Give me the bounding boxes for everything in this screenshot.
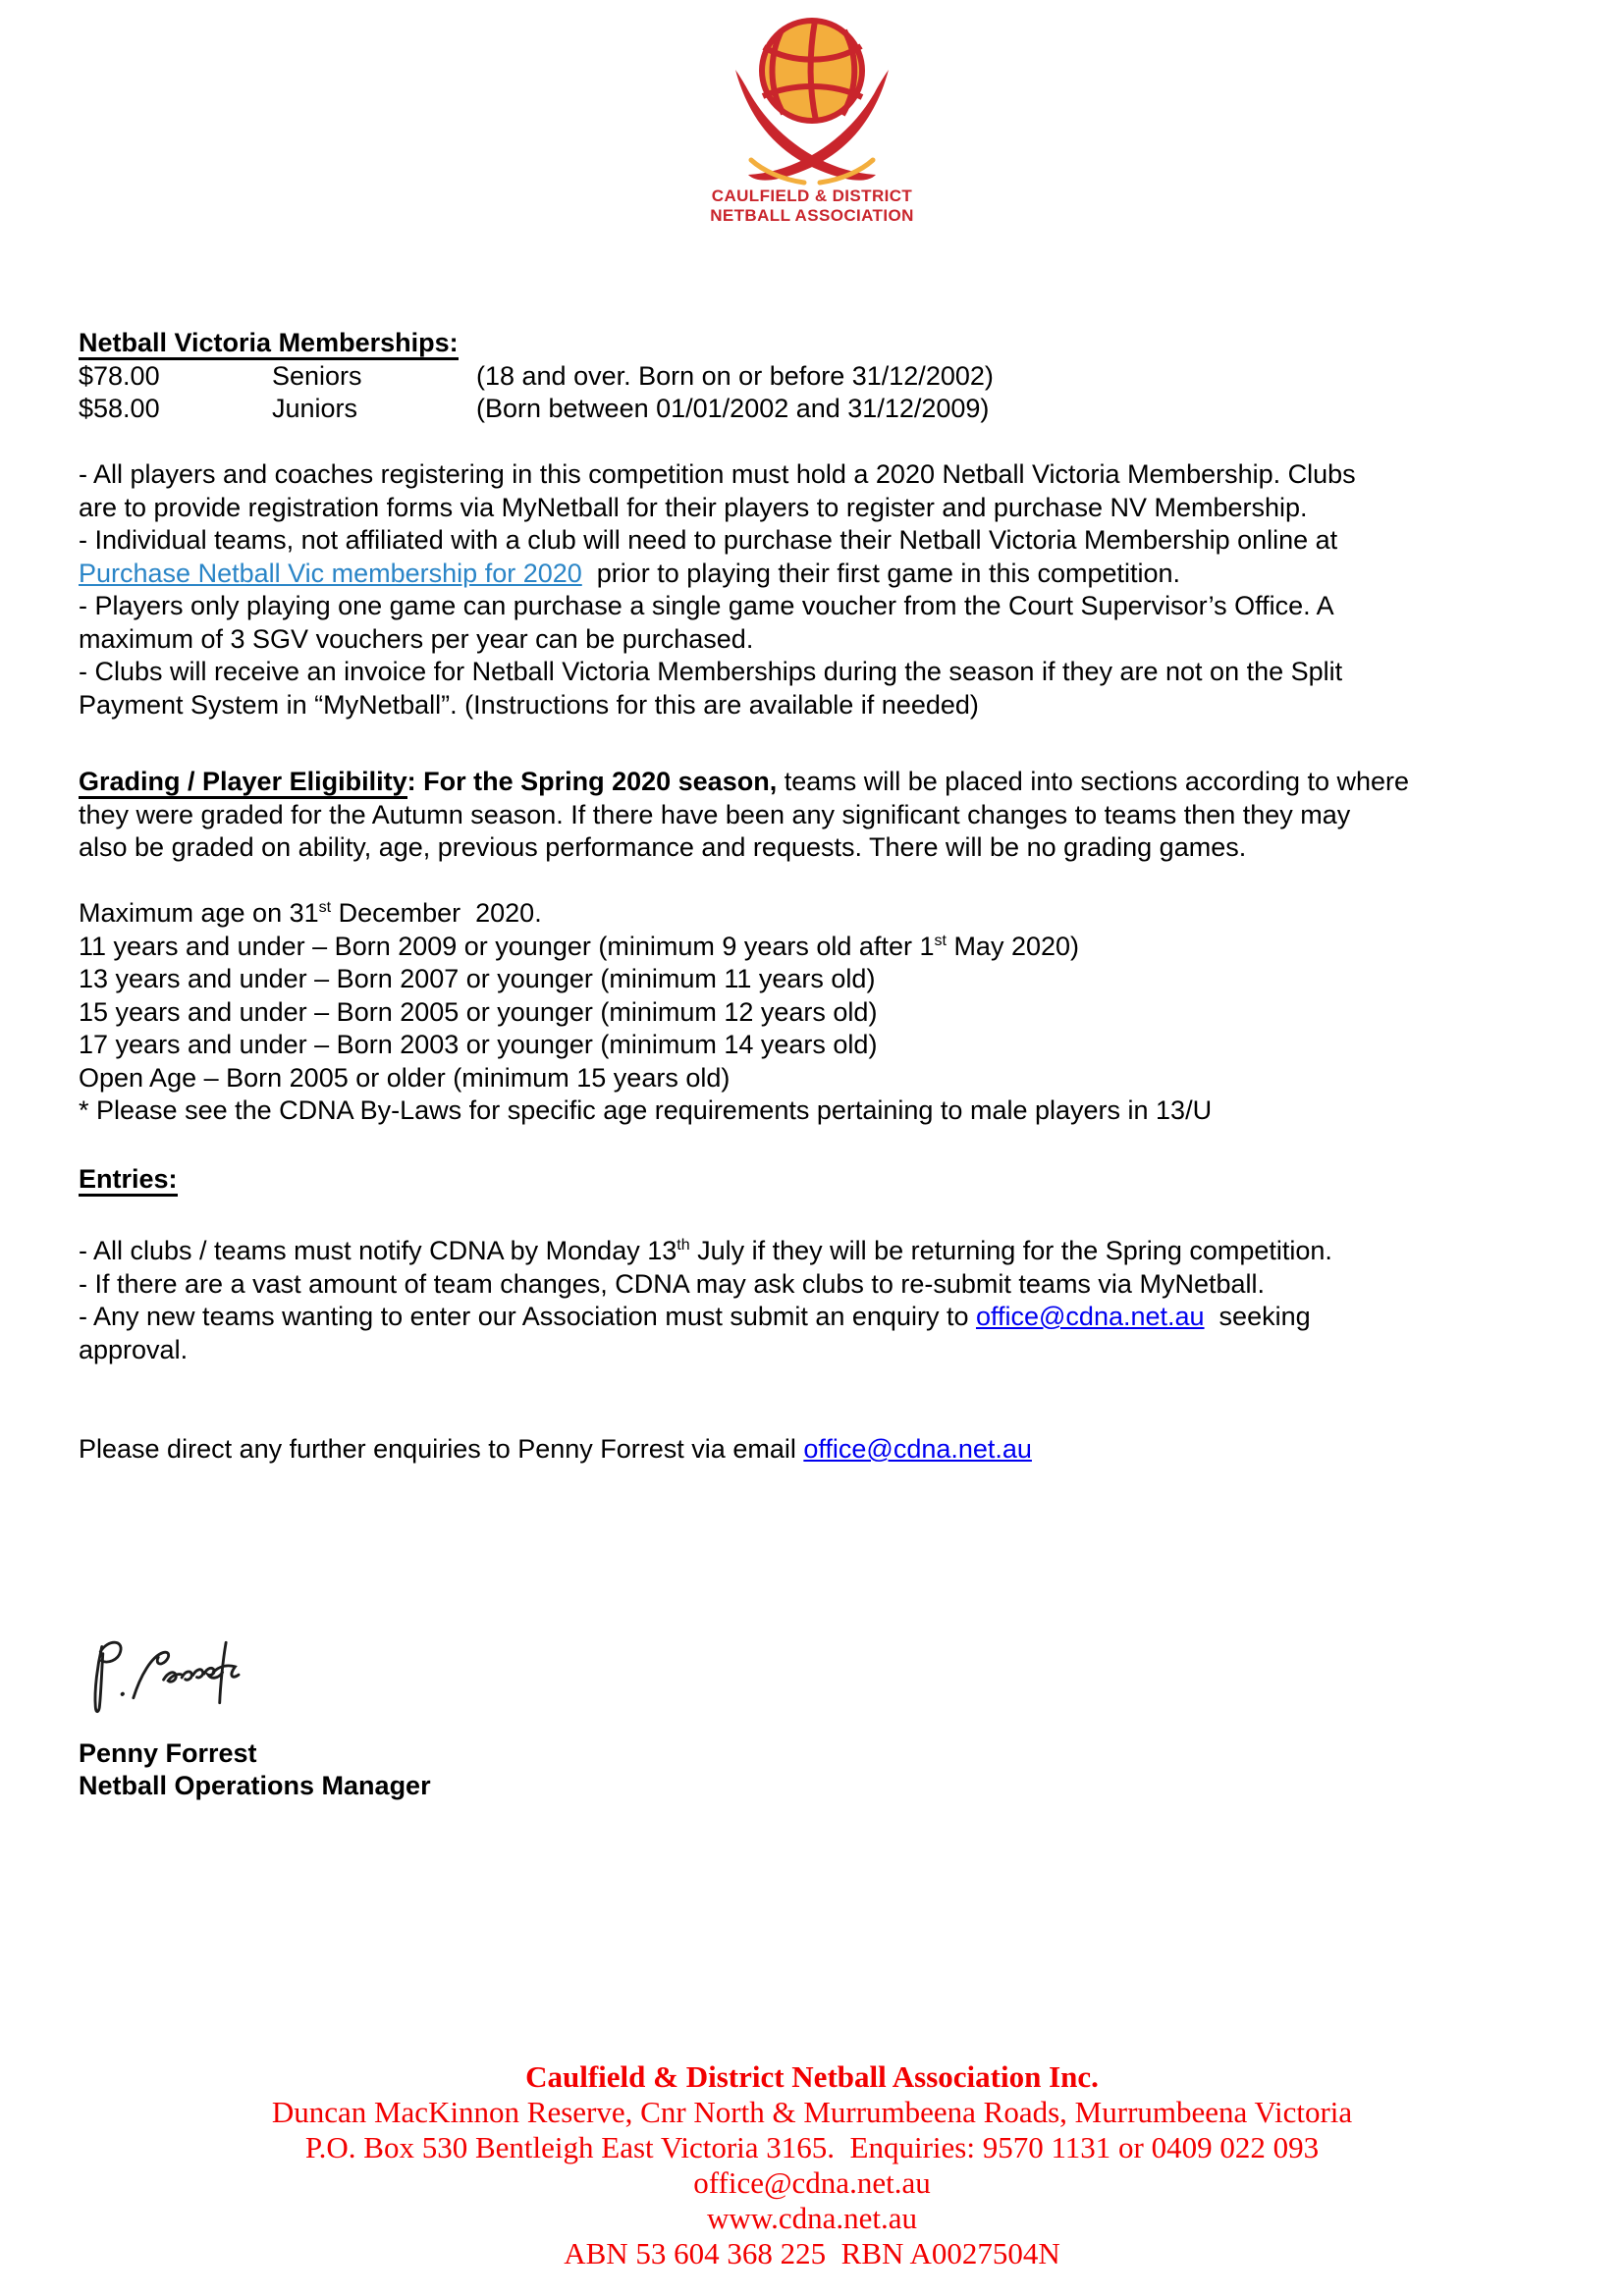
superscript: th xyxy=(677,1237,690,1254)
age-note: * Please see the CDNA By-Laws for specific age requirements pertaining to male players in 13/U xyxy=(79,1095,1213,1125)
entries-line: - If there are a vast amount of team changes, CDNA may ask clubs to re-submit teams via MyNetball. xyxy=(79,1268,1265,1299)
signature-block xyxy=(79,1633,1545,1722)
max-age-line: Maximum age on 31st December 2020. xyxy=(79,898,542,928)
email-link-enquiries[interactable]: office@cdna.net.au xyxy=(803,1434,1032,1464)
age-line-17u: 17 years and under – Born 2003 or younger (minimum 14 years old) xyxy=(79,1030,878,1059)
grading-heading: Grading / Player Eligibility xyxy=(79,767,407,799)
enquiries-line: Please direct any further enquiries to Penny Forrest via email office@cdna.net.au xyxy=(79,1434,1032,1464)
fee-price: $58.00 xyxy=(79,394,160,423)
letterhead-footer xyxy=(0,2059,1624,2271)
entries-line: - All clubs / teams must notify CDNA by Monday 13th July if they will be returning for the Spring competition. xyxy=(79,1236,1332,1265)
membership-note-line xyxy=(79,558,1545,591)
membership-note-line: - Players only playing one game can purchase a single game voucher from the Court Supervisor’s Office. A xyxy=(79,591,1334,620)
superscript: st xyxy=(318,899,332,916)
superscript: st xyxy=(934,932,947,949)
signatory-name: Penny Forrest xyxy=(79,1737,257,1768)
signatory-title: Netball Operations Manager xyxy=(79,1771,431,1800)
age-eligibility-list xyxy=(79,897,1545,1128)
fee-note: (18 and over. Born on or before 31/12/2002) xyxy=(476,360,994,391)
entries-line: - Any new teams wanting to enter our Association must submit an enquiry to office@cdna.net.au seeking xyxy=(79,1302,1311,1331)
membership-note-line: - Clubs will receive an invoice for Netball Victoria Memberships during the season if they are not on the Split xyxy=(79,657,1343,686)
fee-note: (Born between 01/01/2002 and 31/12/2009) xyxy=(476,394,990,423)
footer-email: office@cdna.net.au xyxy=(693,2165,931,2200)
membership-note-line: - Individual teams, not affiliated with a club will need to purchase their Netball Victoria Membership online at xyxy=(79,525,1338,555)
signatory-block xyxy=(79,1737,1545,1803)
fee-category: Juniors xyxy=(272,394,358,423)
fee-category: Seniors xyxy=(272,360,362,391)
entries-bullets xyxy=(79,1235,1545,1366)
footer-address: Duncan MacKinnon Reserve, Cnr North & Murrumbeena Roads, Murrumbeena Victoria xyxy=(271,2095,1353,2129)
grading-line: also be graded on ability, age, previous performance and requests. There will be no grading games. xyxy=(79,832,1247,862)
grading-heading-bold: : For the Spring 2020 season, xyxy=(406,767,778,796)
entries-heading: Entries: xyxy=(79,1163,1545,1197)
purchase-membership-link[interactable]: Purchase Netball Vic membership for 2020 xyxy=(79,558,582,588)
footer-website: www.cdna.net.au xyxy=(706,2201,918,2235)
fee-price: $78.00 xyxy=(79,360,160,391)
membership-note-line: - All players and coaches registering in this competition must hold a 2020 Netball Victoria Membership. Clubs xyxy=(79,459,1356,489)
grading-line: they were graded for the Autumn season. If there have been any significant changes to teams then they may xyxy=(79,799,1351,829)
memberships-heading: Netball Victoria Memberships: xyxy=(79,327,1545,360)
grading-section xyxy=(79,766,1545,865)
age-line-11u: 11 years and under – Born 2009 or younger (minimum 9 years old after 1st May 2020) xyxy=(79,931,1080,961)
fee-row-juniors xyxy=(79,393,1545,426)
footer-postal-enquiries: P.O. Box 530 Bentleigh East Victoria 3165. Enquiries: 9570 1131 or 0409 022 093 xyxy=(304,2130,1320,2164)
logo-name-line2: NETBALL ASSOCIATION xyxy=(710,206,914,225)
grading-heading-line xyxy=(79,766,1545,799)
footer-abn: ABN 53 604 368 225 RBN A0027504N xyxy=(564,2236,1060,2270)
entries-line: approval. xyxy=(79,1334,189,1364)
logo-name-line1: CAULFIELD & DISTRICT xyxy=(711,187,913,205)
membership-note-line: Payment System in “MyNetball”. (Instructions for this are available if needed) xyxy=(79,689,979,720)
email-link-entries[interactable]: office@cdna.net.au xyxy=(975,1302,1205,1331)
age-line-open: Open Age – Born 2005 or older (minimum 15 years old) xyxy=(79,1062,731,1093)
grading-text: teams will be placed into sections according to where xyxy=(777,767,1410,796)
membership-notes xyxy=(79,458,1545,721)
age-line-13u: 13 years and under – Born 2007 or younger (minimum 11 years old) xyxy=(79,964,876,993)
membership-note-text: prior to playing their first game in this competition. xyxy=(581,558,1181,588)
membership-note-line: maximum of 3 SGV vouchers per year can be purchased. xyxy=(79,623,754,654)
letter-body xyxy=(79,0,1545,1803)
membership-note-line: are to provide registration forms via MyNetball for their players to register and purchase NV Membership. xyxy=(79,492,1308,522)
footer-association-name: Caulfield & District Netball Association Inc. xyxy=(525,2059,1099,2094)
age-line-15u: 15 years and under – Born 2005 or younger (minimum 12 years old) xyxy=(79,996,878,1027)
fee-row-seniors xyxy=(79,360,1545,394)
signature-image xyxy=(81,1633,249,1722)
